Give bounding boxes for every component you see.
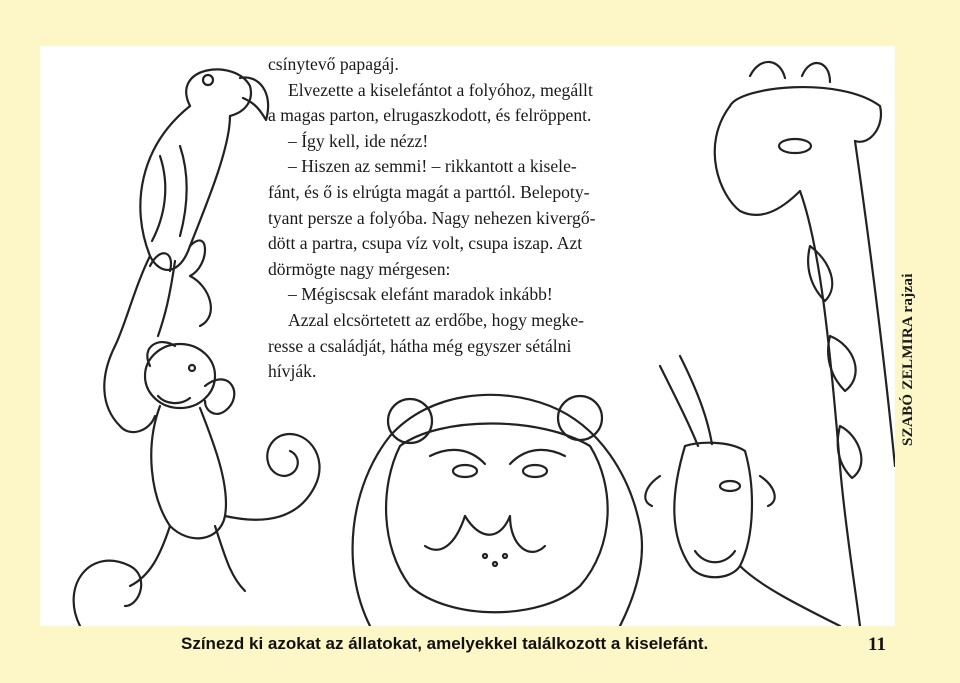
story-line: – Hiszen az semmi! – rikkantott a kisele- — [288, 156, 577, 177]
coloring-instruction: Színezd ki azokat az állatokat, amelyekkel találkozott a kiselefánt. — [181, 634, 709, 653]
parrot-drawing — [115, 69, 268, 346]
story-line: a magas parton, elrugaszkodott, és felröppent. — [268, 105, 592, 126]
story-text — [268, 52, 708, 385]
story-line: dörmögte nagy mérgesen: — [268, 258, 451, 279]
antelope-drawing — [645, 356, 840, 626]
illustrator-credit: SZABÓ ZELMIRA rajzai — [900, 273, 916, 446]
story-line: resse a családját, hátha még egyszer sétálni — [268, 335, 572, 356]
story-line: dött a partra, csupa víz volt, csupa iszap. Azt — [268, 233, 583, 254]
story-line: Elvezette a kiselefántot a folyóhoz, megállt — [288, 79, 593, 100]
giraffe-drawing — [715, 62, 895, 626]
story-line: csínytevő papagáj. — [268, 54, 399, 74]
story-line: fánt, és ő is elrúgta magát a parttól. Belepoty- — [268, 181, 590, 202]
story-line: – Mégiscsak elefánt maradok inkább! — [288, 284, 553, 305]
story-line: – Így kell, ide nézz! — [288, 130, 429, 151]
story-line: hívják. — [268, 361, 317, 382]
story-line: tyant persze a folyóba. Nagy nehezen kivergő- — [268, 207, 596, 228]
illustration-panel — [40, 46, 895, 626]
lion-drawing — [353, 395, 642, 626]
page-number: 11 — [868, 634, 886, 655]
story-line: Azzal elcsörtetett az erdőbe, hogy megke- — [288, 309, 585, 330]
